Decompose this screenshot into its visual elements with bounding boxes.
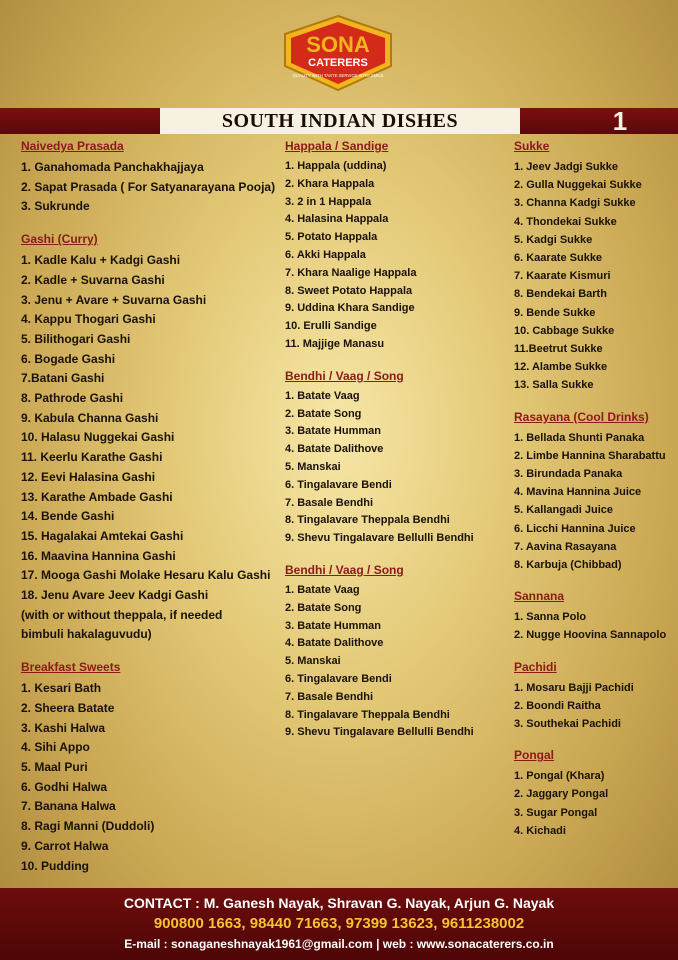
menu-item: 9. Uddina Khara Sandige (285, 302, 415, 315)
menu-item: 5. Manskai (285, 655, 341, 668)
menu-item: 16. Maavina Hannina Gashi (21, 548, 176, 563)
menu-item: 9. Shevu Tingalavare Bellulli Bendhi (285, 726, 474, 739)
menu-item: 2. Khara Happala (285, 177, 375, 190)
menu-item: 1. Batate Vaag (285, 389, 360, 402)
menu-item: 8. Tingalavare Theppala Bendhi (285, 708, 450, 721)
menu-item: 6. Licchi Hannina Juice (514, 522, 636, 535)
menu-item: 3. Birundada Panaka (514, 468, 623, 481)
menu-item: 6. Tingalavare Bendi (285, 672, 392, 685)
menu-section (21, 138, 276, 217)
menu-item: 13. Karathe Ambade Gashi (21, 489, 173, 504)
menu-item: 7. Kaarate Kismuri (514, 270, 611, 283)
menu-item: 2. Jaggary Pongal (514, 788, 609, 801)
menu-item: 12. Eevi Halasina Gashi (21, 469, 156, 484)
menu-column-2 (285, 136, 495, 756)
menu-section (514, 138, 674, 395)
menu-section (514, 409, 674, 575)
section-heading: Sannana (514, 589, 565, 604)
menu-item: 18. Jenu Avare Jeev Kadgi Gashi (21, 588, 209, 603)
menu-item: 1. Pongal (Khara) (514, 770, 605, 783)
section-heading: Naivedya Prasada (21, 139, 124, 153)
menu-item: 4. Mavina Hannina Juice (514, 486, 642, 499)
menu-item: 4. Batate Dalithove (285, 637, 384, 650)
menu-item: 7. Banana Halwa (21, 799, 116, 814)
menu-item: 2. Batate Song (285, 601, 362, 614)
menu-item: 6. Kaarate Sukke (514, 252, 603, 265)
menu-item: 13. Salla Sukke (514, 379, 594, 392)
menu-item: 3. Southekai Pachidi (514, 718, 621, 731)
menu-item: 3. Channa Kadgi Sukke (514, 197, 636, 210)
menu-column-3 (514, 136, 674, 854)
menu-item: 9. Shevu Tingalavare Bellulli Bendhi (285, 532, 474, 545)
menu-column-1 (21, 136, 276, 890)
menu-item: 10. Erulli Sandige (285, 320, 377, 333)
menu-item: 5. Manskai (285, 460, 341, 473)
menu-item: 1. Batate Vaag (285, 583, 360, 596)
menu-item: 2. Limbe Hannina Sharabattu (514, 449, 666, 462)
menu-item: 17. Mooga Gashi Molake Hesaru Kalu Gashi (21, 568, 271, 583)
page-number: 1 (612, 106, 628, 136)
contact-email-web: E-mail : sonaganeshnayak1961@gmail.com | web : www.sonacaterers.co.in (124, 937, 554, 951)
logo-line2: CATERERS (308, 57, 368, 69)
menu-item: 8. Tingalavare Theppala Bendhi (285, 514, 450, 527)
menu-item: 6. Bogade Gashi (21, 351, 116, 366)
menu-item: 4. Halasina Happala (285, 213, 389, 226)
menu-item: 11.Beetrut Sukke (514, 343, 603, 356)
menu-item: 1. Kesari Bath (21, 681, 102, 696)
menu-item: 8. Karbuja (Chibbad) (514, 559, 622, 572)
menu-item: bimbuli hakalaguvudu) (21, 627, 152, 642)
menu-item: 1. Kadle Kalu + Kadgi Gashi (21, 253, 181, 268)
menu-item: 2. Sapat Prasada ( For Satyanarayana Pooja) (21, 179, 276, 194)
menu-item: 9. Kabula Channa Gashi (21, 410, 159, 425)
menu-item: 5. Kallangadi Juice (514, 504, 614, 517)
menu-section (285, 138, 495, 354)
menu-item: 9. Bende Sukke (514, 306, 596, 319)
menu-item: 3. Sukrunde (21, 199, 90, 214)
menu-item: 1. Sanna Polo (514, 611, 587, 624)
menu-item: 3. Batate Humman (285, 425, 381, 438)
menu-item: 5. Potato Happala (285, 231, 378, 244)
section-heading: Bendhi / Vaag / Song (285, 368, 404, 383)
section-heading: Gashi (Curry) (21, 232, 98, 247)
menu-item: 15. Hagalakai Amtekai Gashi (21, 528, 184, 543)
menu-item: 7. Aavina Rasayana (514, 540, 617, 553)
menu-item: 4. Sihi Appo (21, 740, 90, 755)
menu-item: 4. Kappu Thogari Gashi (21, 312, 156, 327)
menu-item: 6. Akki Happala (285, 248, 366, 261)
section-heading: Rasayana (Cool Drinks) (514, 409, 649, 424)
menu-item: 6. Tingalavare Bendi (285, 478, 392, 491)
menu-item: 4. Batate Dalithove (285, 443, 384, 456)
menu-item: 3. Batate Humman (285, 619, 381, 632)
menu-item: 7. Basale Bendhi (285, 690, 374, 703)
menu-item: 10. Halasu Nuggekai Gashi (21, 430, 175, 445)
contact-phones: 900800 1663, 98440 71663, 97399 13623, 9611238002 (153, 915, 525, 932)
logo-emblem (279, 14, 397, 92)
menu-item: 8. Ragi Manni (Duddoli) (21, 819, 155, 834)
contact-names: CONTACT : M. Ganesh Nayak, Shravan G. Nayak, Arjun G. Nayak (123, 895, 555, 911)
menu-item: 2. Boondi Raitha (514, 699, 601, 712)
menu-item: 8. Sweet Potato Happala (285, 284, 413, 297)
section-heading: Happala / Sandige (285, 139, 389, 153)
menu-section (285, 368, 495, 548)
menu-section (514, 659, 674, 734)
section-heading: Pongal (514, 748, 555, 763)
menu-item: 7.Batani Gashi (21, 371, 105, 386)
section-heading: Sukke (514, 139, 550, 153)
section-heading: Bendhi / Vaag / Song (285, 562, 404, 577)
menu-item: 9. Carrot Halwa (21, 838, 109, 853)
menu-section (21, 231, 271, 645)
menu-section (21, 659, 266, 876)
menu-item: 2. Batate Song (285, 407, 362, 420)
menu-item: 5. Kadgi Sukke (514, 233, 593, 246)
menu-item: 10. Cabbage Sukke (514, 324, 615, 337)
section-heading: Pachidi (514, 659, 557, 674)
menu-item: 12. Alambe Sukke (514, 361, 608, 374)
menu-item: 2. Kadle + Suvarna Gashi (21, 272, 165, 287)
menu-item: 1. Mosaru Bajji Pachidi (514, 681, 634, 694)
menu-item: 5. Maal Puri (21, 759, 88, 774)
menu-item: 8. Pathrode Gashi (21, 391, 124, 406)
menu-item: 3. Kashi Halwa (21, 720, 106, 735)
menu-item: 4. Thondekai Sukke (514, 215, 617, 228)
logo-line1: SONA (306, 32, 370, 57)
menu-section (285, 562, 495, 742)
menu-item: 6. Godhi Halwa (21, 779, 108, 794)
menu-item: 7. Khara Naalige Happala (285, 266, 417, 279)
sona-caterers-logo (279, 14, 397, 92)
menu-section (514, 588, 674, 644)
menu-item: 10. Pudding (21, 858, 90, 873)
menu-item: 2. Nugge Hoovina Sannapolo (514, 629, 667, 642)
menu-item: 14. Bende Gashi (21, 509, 115, 524)
contact-footer (0, 888, 678, 960)
menu-item: 2. Sheera Batate (21, 700, 115, 715)
menu-item: 3. 2 in 1 Happala (285, 195, 372, 208)
menu-item: 3. Jenu + Avare + Suvarna Gashi (21, 292, 207, 307)
menu-section (514, 747, 674, 840)
page-title: SOUTH INDIAN DISHES (221, 110, 459, 132)
menu-item: 2. Gulla Nuggekai Sukke (514, 179, 642, 192)
menu-item: 4. Kichadi (514, 824, 566, 837)
menu-item: 5. Bilithogari Gashi (21, 331, 131, 346)
menu-item: 1. Jeev Jadgi Sukke (514, 161, 618, 173)
menu-item: 11. Keerlu Karathe Gashi (21, 450, 163, 465)
menu-item: 7. Basale Bendhi (285, 496, 374, 509)
section-heading: Breakfast Sweets (21, 660, 121, 675)
menu-item: 8. Bendekai Barth (514, 288, 607, 301)
menu-item: 11. Majjige Manasu (285, 337, 385, 350)
menu-item: 3. Sugar Pongal (514, 806, 598, 819)
menu-item: 1. Ganahomada Panchakhajjaya (21, 160, 204, 174)
logo-tagline: QUALITY WITH TASTE SERVICE WITH SMILE (292, 73, 384, 78)
menu-item: (with or without theppala, if needed (21, 607, 223, 622)
menu-item: 1. Happala (uddina) (285, 160, 387, 172)
menu-item: 1. Bellada Shunti Panaka (514, 431, 645, 444)
